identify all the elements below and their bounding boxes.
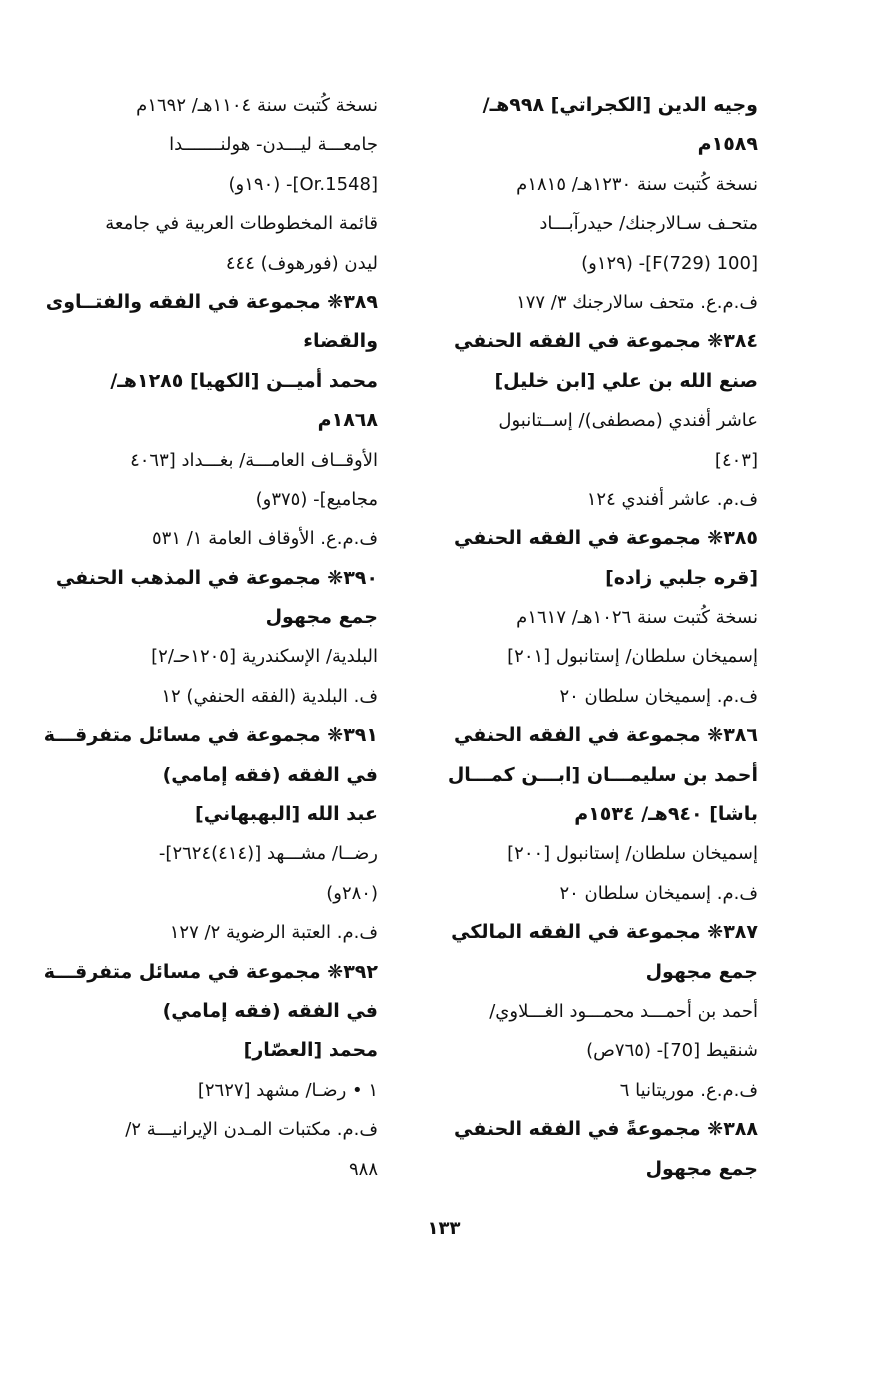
entry-heading-line: ٣٨٨❋ مجموعةً في الفقه الحنفي	[454, 1118, 758, 1141]
entry-text-line: ف.م.ع. متحف سالارجنك ٣/ ١٧٧	[516, 291, 758, 313]
entry-text-line: الأوقــاف العامـــة/ بغـــداد [٤٠٦٣	[130, 449, 378, 471]
entry-heading-line: في الفقه (فقه إمامي)	[162, 999, 378, 1022]
entry-text-line: أحمد بن أحمـــد محمـــود الغـــلاوي/	[489, 1000, 758, 1022]
right-column	[428, 86, 758, 1189]
page-number: ١٣٣	[427, 1218, 461, 1239]
entry-heading-line: باشا] ٩٤٠هـ/ ١٥٣٤م	[574, 803, 758, 826]
entry-heading-line: صنع الله بن علي [ابن خليل]	[494, 369, 758, 392]
entry-heading-line: محمد أميــن [الكهيا] ١٢٨٥هـ/	[110, 369, 378, 392]
entry-heading-line: [قره جلبي زاده]	[605, 566, 758, 589]
entry-heading-line: ٣٨٥❋ مجموعة في الفقه الحنفي	[454, 527, 758, 550]
entry-text-line: [٤٠٣]	[714, 449, 758, 471]
entry-text-line: ١ • رضـا/ مشهد [٢٦٢٧]	[197, 1079, 378, 1101]
entry-heading-line: ٣٨٩❋ مجموعة في الفقه والفتــاوى	[45, 290, 378, 313]
entry-text-line: [100 F(729)]- (١٢٩و)	[581, 252, 758, 274]
entry-text-line: رضــا/ مشـــهد [(٤١٤)٢٦٢٤]-	[158, 843, 378, 865]
entry-heading-line: وجيه الدين [الكجراتي] ٩٩٨هـ/	[482, 94, 758, 116]
entry-heading-line: أحمد بن سليمـــان [ابـــن كمـــال	[447, 763, 758, 786]
entry-text-line: (٢٨٠و)	[326, 882, 378, 904]
entry-heading-line: محمد [العصّار]	[243, 1039, 378, 1062]
entry-text-line: ف.م. العتبة الرضوية ٢/ ١٢٧	[169, 922, 378, 944]
entry-heading-line: والقضاء	[303, 330, 378, 353]
entry-text-line: متحـف سـالارجنك/ حيدرآبـــاد	[539, 213, 758, 235]
entry-text-line: ف.م. عاشر أفندي ١٢٤	[586, 488, 758, 510]
entry-heading-line: ١٥٨٩م	[697, 133, 758, 156]
entry-heading-line: ٣٩١❋ مجموعة في مسائل متفرقـــة	[43, 724, 378, 747]
entry-text-line: البلدية/ الإسكندرية [١٢٠٥حـ/٢]	[151, 646, 378, 668]
entry-text-line: مجاميع]- (٣٧٥و)	[255, 488, 378, 510]
entry-text-line: ف.م. إسميخان سلطان ٢٠	[559, 685, 758, 707]
entry-text-line: نسخة كُتبت سنة ١٠٢٦هـ/ ١٦١٧م	[516, 607, 758, 629]
entry-heading-line: عبد الله [البهبهاني]	[195, 803, 378, 826]
entry-text-line: ف.م. مكتبات المـدن الإيرانيـــة ٢/	[125, 1119, 378, 1141]
entry-text-line: ف.م.ع. الأوقاف العامة ١/ ٥٣١	[151, 528, 378, 550]
entry-text-line: عاشر أفندي (مصطفى)/ إســتانبول	[498, 410, 758, 432]
entry-heading-line: في الفقه (فقه إمامي)	[162, 763, 378, 786]
entry-text-line: [Or.1548]- (١٩٠و)	[228, 173, 378, 195]
entry-heading-line: ٣٨٦❋ مجموعة في الفقه الحنفي	[454, 724, 758, 747]
left-column	[38, 86, 378, 1189]
entry-heading-line: جمع مجهول	[645, 960, 758, 983]
entry-text-line: ليدن (فورهوف) ٤٤٤	[225, 252, 378, 274]
entry-heading-line: ١٨٦٨م	[317, 409, 378, 432]
entry-heading-line: ٣٩٢❋ مجموعة في مسائل متفرقـــة	[43, 960, 378, 983]
entry-heading-line: ٣٨٤❋ مجموعة في الفقه الحنفي	[454, 330, 758, 353]
entry-text-line: نسخة كُتبت سنة ١٢٣٠هـ/ ١٨١٥م	[516, 173, 758, 195]
entry-heading-line: ٣٨٧❋ مجموعة في الفقه المالكي	[451, 921, 758, 944]
entry-text-line: قائمة المخطوطات العربية في جامعة	[105, 213, 378, 235]
entry-text-line: ٩٨٨	[348, 1158, 378, 1180]
entry-text-line: ف.م. إسميخان سلطان ٢٠	[559, 882, 758, 904]
entry-text-line: نسخة كُتبت سنة ١١٠٤هـ/ ١٦٩٢م	[136, 95, 378, 116]
entry-text-line: ف. البلدية (الفقه الحنفي) ١٢	[161, 685, 378, 707]
entry-heading-line: جمع مجهول	[645, 1157, 758, 1180]
entry-text-line: شنقيط [70]- (٧٦٥ص)	[586, 1040, 758, 1062]
entry-text-line: جامعـــة ليـــدن- هولنـــــــدا	[169, 134, 378, 156]
entry-text-line: إسميخان سلطان/ إستانبول [٢٠٠]	[507, 843, 758, 865]
entry-text-line: إسميخان سلطان/ إستانبول [٢٠١]	[507, 646, 758, 668]
entry-heading-line: جمع مجهول	[265, 606, 378, 629]
entry-text-line: ف.م.ع. موريتانيا ٦	[619, 1079, 758, 1101]
entry-heading-line: ٣٩٠❋ مجموعة في المذهب الحنفي	[55, 566, 378, 589]
